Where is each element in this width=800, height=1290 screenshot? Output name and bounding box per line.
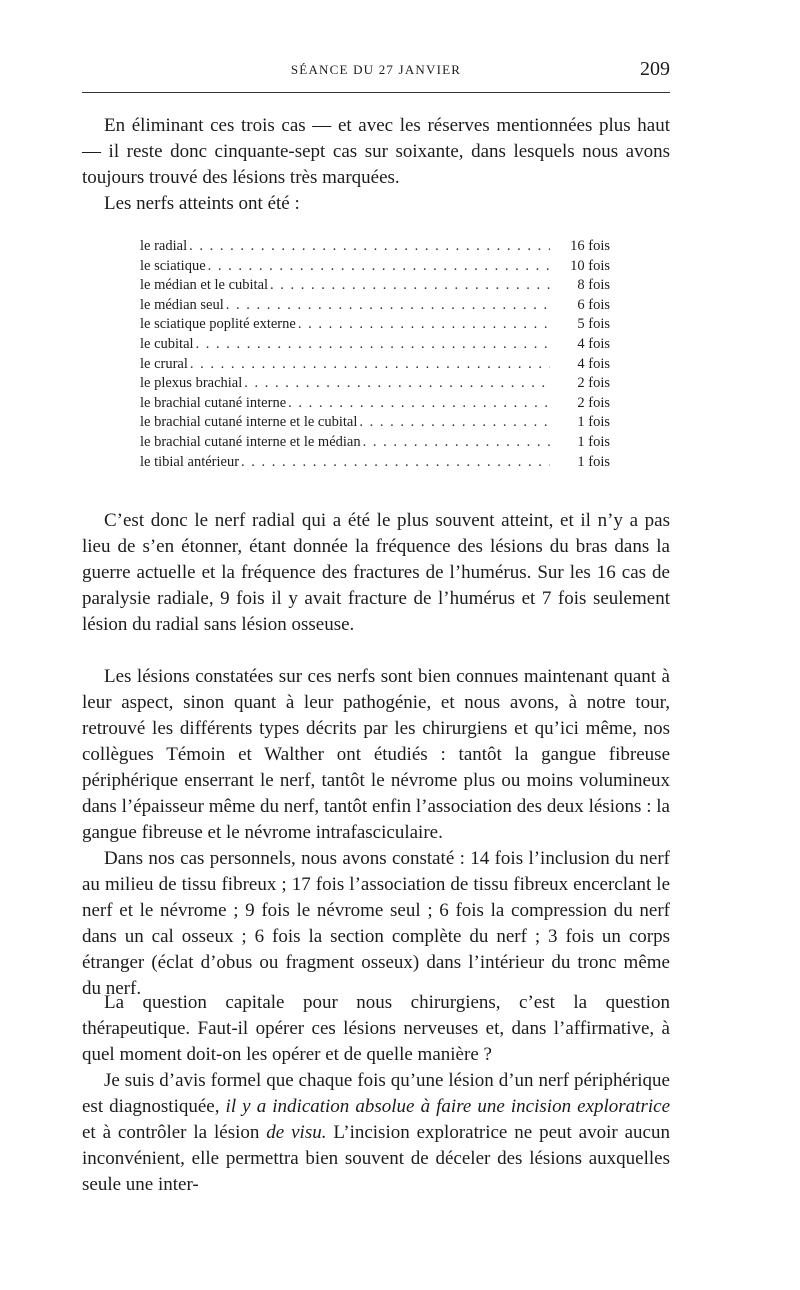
leader-dots <box>224 297 550 314</box>
nerve-name: le plexus brachial <box>140 375 243 392</box>
paragraph-radial-nerve: C’est donc le nerf radial qui a été le plus souvent atteint, et il n’y a pas lieu de s’en étonner, étant donnée la fréquence des lésions du bras dans la guerre actuelle et la fréquence des fractures de l’humérus. Sur les 16 cas de paralysie radiale, 9 fois il y avait fracture de l’humérus et 7 fois seulement lésion du radial sans lésion osseuse. <box>82 510 670 635</box>
leader-dots <box>188 356 550 373</box>
leader-dots <box>268 277 550 294</box>
list-item <box>140 356 610 376</box>
text-run: et à contrôler la lésion <box>82 1122 267 1143</box>
text-run: L’incision exploratrice ne peut avoir aucun inconvénient, elle permettra bien souvent de déceler des lésions auxquelles seule une inter- <box>82 1122 670 1195</box>
page-header <box>82 58 670 84</box>
list-item <box>140 336 610 356</box>
nerve-count: 16 fois <box>570 238 610 254</box>
header-rule <box>82 92 670 93</box>
paragraph-intro: En éliminant ces trois cas — et avec les réserves mentionnées plus haut — il reste donc cinquante-sept cas sur soixante, dans lesquels nous avons toujours trouvé des lésions très marquées. <box>82 115 670 188</box>
page-number: 209 <box>640 58 670 80</box>
nerve-count: 6 fois <box>577 296 610 313</box>
nerve-count: 2 fois <box>577 394 610 411</box>
nerve-count: 10 fois <box>570 257 610 274</box>
leader-dots <box>296 316 550 333</box>
leader-dots <box>242 375 550 392</box>
leader-dots <box>286 395 550 412</box>
italic-indication: il y a indication absolue à faire une incision exploratrice <box>225 1096 671 1117</box>
nerve-name: le sciatique poplité externe <box>140 316 296 333</box>
nerve-name: le brachial cutané interne <box>140 394 287 411</box>
leader-dots <box>357 414 550 431</box>
nerve-name: le brachial cutané interne et le cubital <box>140 414 358 431</box>
paragraph-personal-cases: Dans nos cas personnels, nous avons constaté : 14 fois l’inclusion du nerf au milieu de tissu fibreux ; 17 fois l’association de tissu fibreux encerclant le nerf et le névrome ; 9 fois le névrome seul ; 6 fois la compression du nerf dans un cal osseux ; 6 fois la section complète du nerf ; 3 fois un corps étranger (éclat d’obus ou fragment osseux) dans l’intérieur du tronc même du nerf. <box>82 848 670 999</box>
nerve-list <box>140 238 610 473</box>
leader-dots <box>361 434 550 451</box>
nerve-name: le radial <box>140 238 188 254</box>
list-item <box>140 258 610 278</box>
nerve-count: 2 fois <box>577 375 610 392</box>
list-item <box>140 277 610 297</box>
nerve-count: 4 fois <box>577 335 610 352</box>
nerve-name: le cubital <box>140 335 194 352</box>
list-item <box>140 297 610 317</box>
nerve-count: 5 fois <box>577 316 610 333</box>
list-item <box>140 375 610 395</box>
nerve-name: le médian seul <box>140 296 224 313</box>
list-item <box>140 395 610 415</box>
italic-de-visu: de visu. <box>266 1122 327 1143</box>
nerve-count: 1 fois <box>577 414 610 431</box>
leader-dots <box>187 238 550 255</box>
paragraph-therapeutic-question: La question capitale pour nous chirurgiens, c’est la question thérapeutique. Faut-il opérer ces lésions nerveuses et, dans l’affirmative, à quel moment doit-on les opérer et de quelle manière ? <box>82 992 670 1065</box>
paragraph-nerves-affected: Les nerfs atteints ont été : <box>104 193 300 214</box>
nerve-name: le crural <box>140 355 188 372</box>
text-run: Je suis d’avis formel que chaque fois qu’une lésion d’un nerf périphérique est diagnostiquée, <box>82 1070 670 1117</box>
list-item <box>140 414 610 434</box>
list-item <box>140 238 610 258</box>
nerve-count: 8 fois <box>577 277 610 294</box>
list-item <box>140 454 610 474</box>
nerve-count: 1 fois <box>577 453 610 470</box>
nerve-name: le sciatique <box>140 257 206 274</box>
nerve-count: 1 fois <box>577 433 610 450</box>
leader-dots <box>194 336 550 353</box>
leader-dots <box>206 258 550 275</box>
list-item <box>140 316 610 336</box>
nerve-name: le médian et le cubital <box>140 277 269 294</box>
leader-dots <box>239 454 550 471</box>
nerve-name: le brachial cutané interne et le médian <box>140 433 361 450</box>
running-title: SÉANCE DU 27 JANVIER <box>290 62 462 77</box>
paragraph-exploratory-incision <box>82 1068 670 1198</box>
paragraph-lesion-types: Les lésions constatées sur ces nerfs sont bien connues maintenant quant à leur aspect, sinon quant à leur pathogénie, et nous avons, à notre tour, retrouvé les différents types décrits par les chirurgiens et qu’ici même, nos collègues Témoin et Walther ont étudiés : tantôt la gangue fibreuse périphérique enserrant le nerf, tantôt le névrome plus ou moins volumineux dans l’épaisseur même du nerf, tantôt enfin l’association des deux lésions : la gangue fibreuse et le névrome intrafasciculaire. <box>82 666 670 843</box>
list-item <box>140 434 610 454</box>
nerve-name: le tibial antérieur <box>140 453 240 470</box>
nerve-count: 4 fois <box>577 355 610 372</box>
